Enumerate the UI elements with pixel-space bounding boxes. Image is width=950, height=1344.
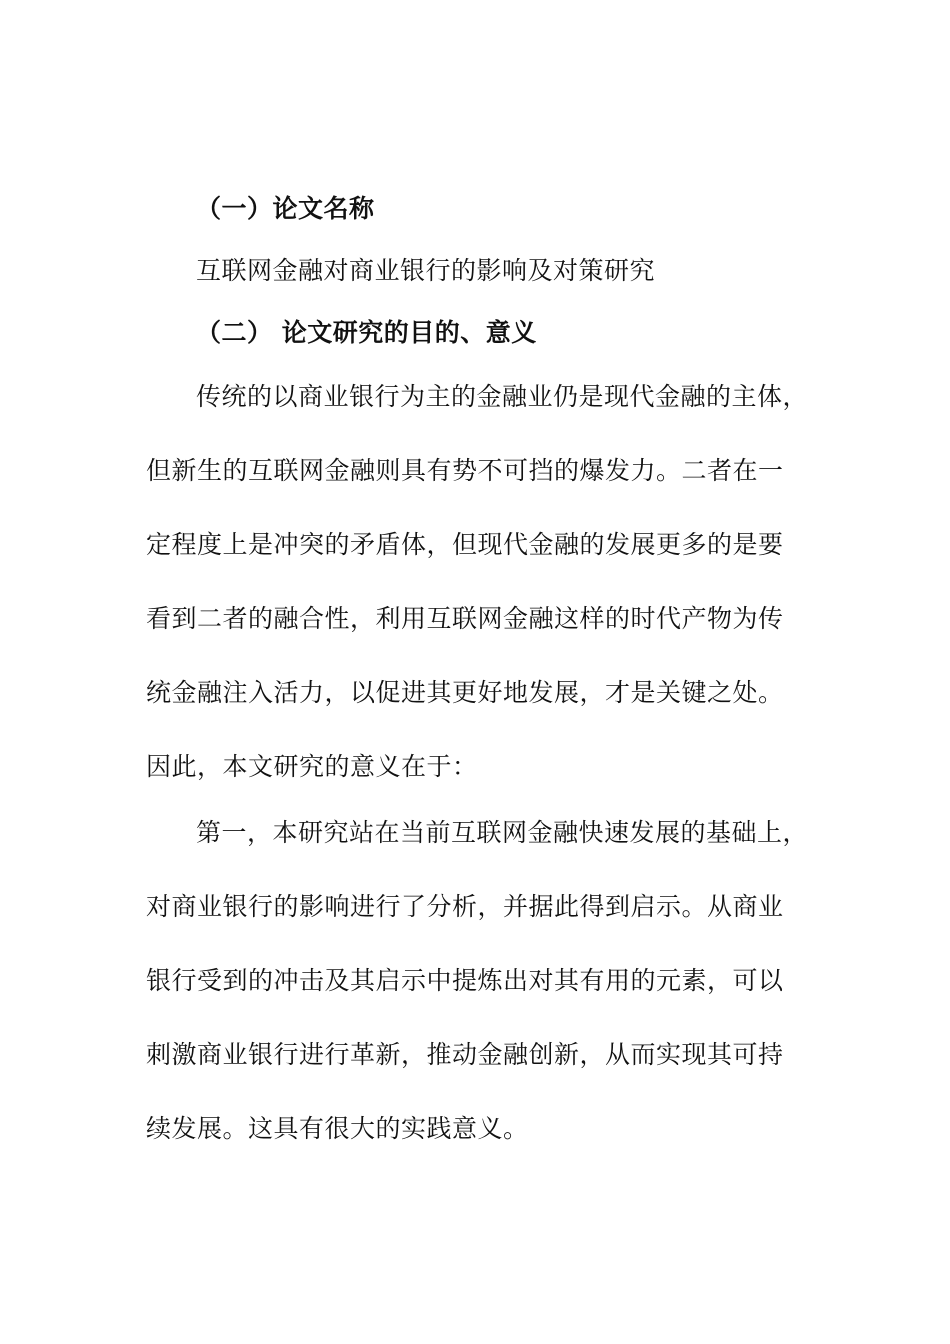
section-heading-title: （一）论文名称	[196, 194, 375, 223]
thesis-title-text: 互联网金融对商业银行的影响及对策研究	[196, 256, 656, 285]
paragraph-line: 传统的以商业银行为主的金融业仍是现代金融的主体，	[196, 382, 809, 411]
paragraph-line: 对商业银行的影响进行了分析，并据此得到启示。从商业	[146, 892, 784, 921]
paragraph-line: 银行受到的冲击及其启示中提炼出对其有用的元素，可以	[146, 966, 784, 995]
paragraph-line: 第一，本研究站在当前互联网金融快速发展的基础上，	[196, 818, 809, 847]
paragraph-line: 因此，本文研究的意义在于：	[146, 752, 478, 781]
paragraph-line: 续发展。这具有很大的实践意义。	[146, 1114, 529, 1143]
section-heading-purpose: （二） 论文研究的目的、意义	[196, 318, 537, 347]
paragraph-line: 看到二者的融合性，利用互联网金融这样的时代产物为传	[146, 604, 784, 633]
paragraph-line: 刺激商业银行进行革新，推动金融创新，从而实现其可持	[146, 1040, 784, 1069]
paragraph-line: 但新生的互联网金融则具有势不可挡的爆发力。二者在一	[146, 456, 784, 485]
paragraph-line: 定程度上是冲突的矛盾体，但现代金融的发展更多的是要	[146, 530, 784, 559]
paragraph-line: 统金融注入活力，以促进其更好地发展，才是关键之处。	[146, 678, 784, 707]
